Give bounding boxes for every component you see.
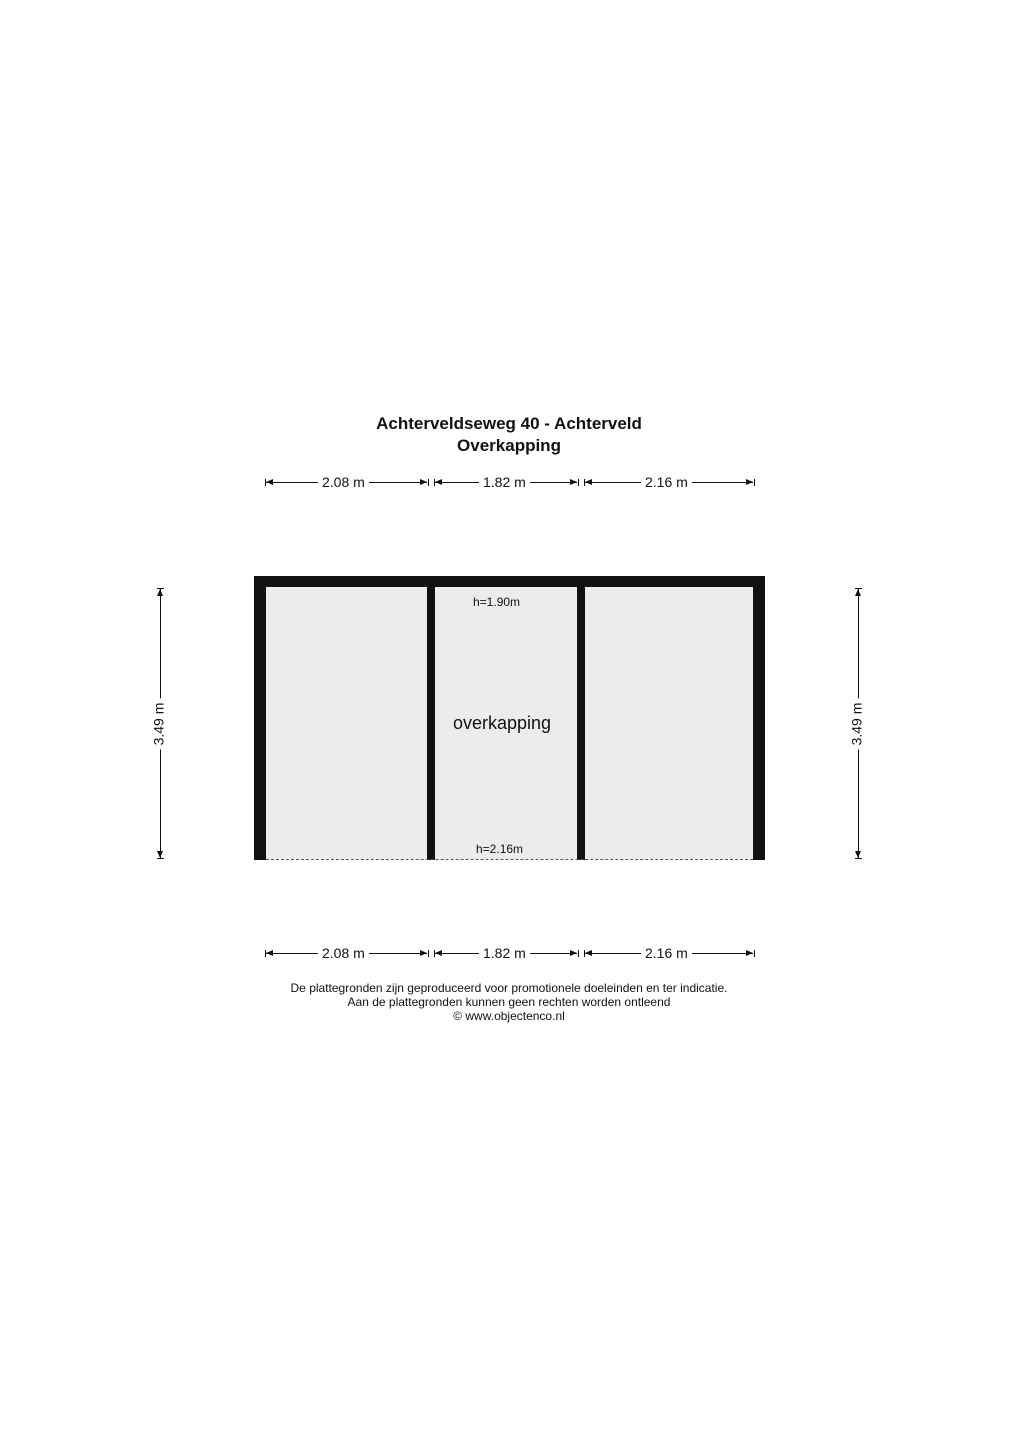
- top-dimension-label-1: 2.08 m: [318, 474, 369, 490]
- left-wall: [254, 576, 266, 860]
- back-wall: [254, 576, 765, 587]
- left-dimension-label: 3.49 m: [150, 699, 166, 750]
- bottom-dimension-label-3: 2.16 m: [641, 945, 692, 961]
- disclaimer-line-2: Aan de plattegronden kunnen geen rechten worden ontleend: [347, 995, 671, 1009]
- right-dimension-label: 3.49 m: [848, 699, 864, 750]
- room-label: overkapping: [453, 713, 552, 733]
- open-front-edge: [266, 859, 753, 860]
- height-label-back: h=1.90m: [473, 595, 521, 609]
- plan-subtitle: Overkapping: [457, 436, 561, 455]
- top-dimension-label-3: 2.16 m: [641, 474, 692, 490]
- post-column-right: [577, 576, 585, 860]
- bottom-dimension-label-2: 1.82 m: [479, 945, 530, 961]
- right-wall: [753, 576, 765, 860]
- plan-title: Achterveldseweg 40 - Achterveld: [376, 414, 642, 433]
- height-label-front: h=2.16m: [476, 842, 524, 856]
- copyright-link[interactable]: © www.objectenco.nl: [453, 1009, 565, 1023]
- bottom-dimension-label-1: 2.08 m: [318, 945, 369, 961]
- post-column-left: [427, 576, 435, 860]
- top-dimension-label-2: 1.82 m: [479, 474, 530, 490]
- disclaimer-line-1: De plattegronden zijn geproduceerd voor promotionele doeleinden en ter indicatie.: [290, 981, 728, 995]
